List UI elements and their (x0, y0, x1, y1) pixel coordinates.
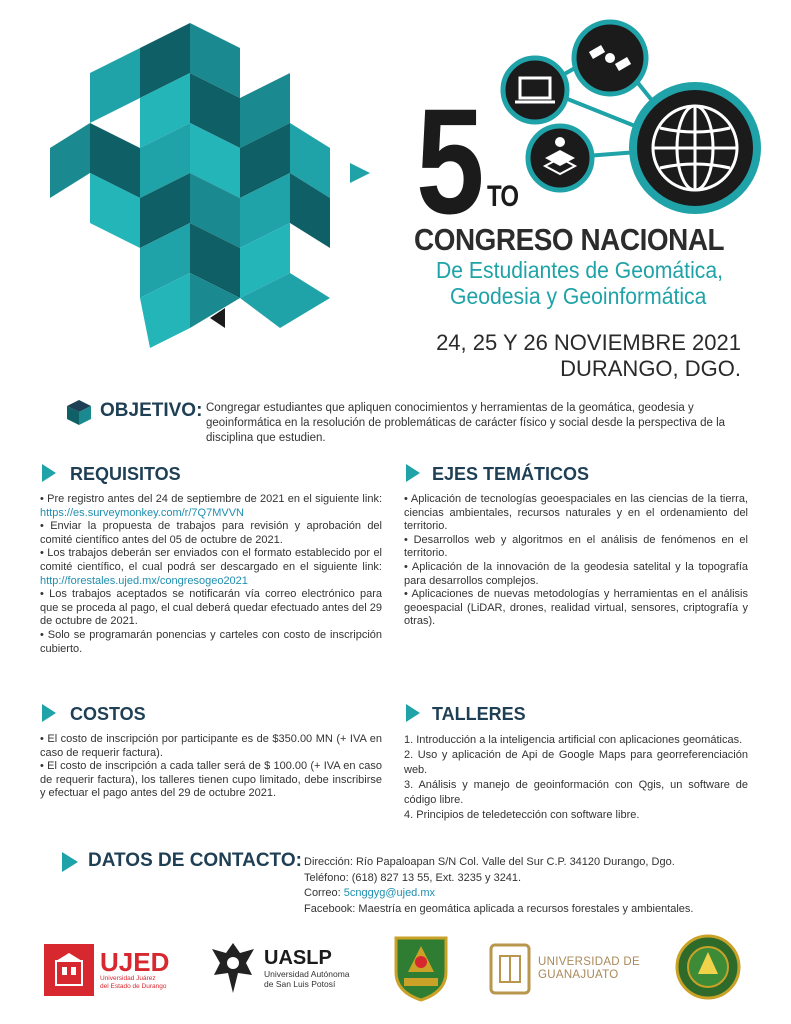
uaslp-logo: UASLP Universidad Autónoma de San Luis Potosí (208, 938, 350, 998)
contacto-title: DATOS DE CONTACTO: (88, 850, 302, 871)
network-icons-art (490, 18, 790, 218)
edition-ordinal: TO (487, 180, 519, 213)
list-item: • Los trabajos deberán ser enviados con el formato establecido por el comité científico, el cual podrá ser descargado en el siguiente link: http://forestales.ujed.mx/congresogeo2021 (40, 547, 382, 587)
ugto-seal-icon (488, 942, 532, 996)
green-round-seal-logo (672, 934, 744, 1000)
format-download-link[interactable]: http://forestales.ujed.mx/congresogeo2021 (40, 574, 248, 587)
contact-facebook: Facebook: Maestría en geomática aplicada a recursos forestales y ambientales. (304, 902, 694, 915)
list-item: • El costo de inscripción a cada taller será de $ 100.00 (+ IVA en caso de requerir factura), los talleres tienen cupo limitado, debe inscribirse y efectuar el pago antes del 29 de octubre 2021. (40, 760, 382, 800)
contact-phone: Teléfono: (618) 827 13 55, Ext. 3235 y 3241. (304, 871, 522, 884)
congress-title: CONGRESO NACIONAL (414, 222, 725, 257)
list-item: • Desarrollos web y algoritmos en el análisis de fenómenos en el territorio. (404, 533, 748, 560)
congress-subtitle-2: Geodesia y Geoinformática (450, 283, 707, 309)
contact-email-row: Correo: 5cnggyg@ujed.mx (304, 887, 436, 899)
list-item: • Enviar la propuesta de trabajos para revisión y aprobación del comité científico antes del 05 de octubre de 2021. (40, 520, 382, 546)
talleres-list (404, 733, 748, 823)
contact-email-link[interactable]: 5cnggyg@ujed.mx (343, 887, 436, 899)
requisitos-list (40, 493, 382, 656)
edition-number: 5 (416, 77, 480, 245)
costos-title: COSTOS (70, 704, 146, 724)
ugto-logo: UNIVERSIDAD DE GUANAJUATO (488, 940, 640, 998)
talleres-title: TALLERES (432, 704, 526, 724)
map-layers-icon (528, 126, 592, 190)
objective-text: Congregar estudiantes que apliquen conocimientos y herramientas de la geomática, geodesia y geoinformática en la resolución de problemáticas de carácter físico y social desde la perspectiva de la disciplina que estudien. (206, 402, 726, 444)
costos-list (40, 733, 382, 801)
play-arrow-icon (62, 852, 78, 872)
event-place: DURANGO, DGO. (560, 356, 741, 381)
event-dates: 24, 25 Y 26 NOVIEMBRE 2021 (436, 330, 741, 355)
ejes-title: EJES TEMÁTICOS (432, 464, 590, 484)
list-item: • Aplicaciones de nuevas metodologías y herramientas en el análisis geoespacial (LiDAR, drones, realidad virtual, sensores, criptografía y otras). (404, 588, 748, 628)
list-item: • Pre registro antes del 24 de septiembre de 2021 en el siguiente link: https://es.surveymonkey.com/r/7Q7MVVN (40, 493, 382, 519)
uaslp-eagle-icon (208, 939, 258, 997)
list-item: • El costo de inscripción por participante es de $350.00 MN (+ IVA en caso de requerir factura). (40, 733, 382, 759)
list-item: • Los trabajos aceptados se notificarán vía correo electrónico para que se proceda al pago, el cual deberá quedar efectuado antes del 29 de octubre de 2021. (40, 588, 382, 628)
satellite-icon (574, 22, 646, 94)
globe-icon (633, 86, 757, 210)
ujed-emblem (44, 944, 94, 996)
list-item: • Aplicación de tecnologías geoespaciales en las ciencias de la tierra, ciencias ambientales, recursos naturales y en el ordenamiento del territorio. (404, 493, 748, 533)
uaslp-name: UASLP (264, 947, 332, 969)
list-item: 3. Análisis y manejo de geoinformación con Qgis, un software de código libre. (404, 779, 748, 806)
ujed-name: UJED (100, 947, 170, 977)
play-arrow-icon (406, 704, 420, 722)
surveymonkey-link[interactable]: https://es.surveymonkey.com/r/7Q7MVVN (40, 506, 244, 519)
ejes-list (404, 493, 748, 629)
university-shield-logo (390, 932, 452, 1002)
laptop-icon (503, 58, 567, 122)
play-arrow-icon (406, 464, 420, 482)
contacto-details (304, 855, 744, 917)
list-item: • Aplicación de la innovación de la geodesia satelital y la topografía para desarrollos complejos. (404, 560, 748, 587)
contact-address: Dirección: Río Papaloapan S/N Col. Valle del Sur C.P. 34120 Durango, Dgo. (304, 856, 675, 868)
geometric-cubes-art (30, 18, 380, 358)
ujed-logo: UJED Universidad Juárez del Estado de Durango (44, 942, 169, 998)
congress-subtitle-1: De Estudiantes de Geomática, (436, 257, 723, 283)
list-item: • Solo se programarán ponencias y carteles con costo de inscripción cubierto. (40, 628, 382, 655)
list-item: 2. Uso y aplicación de Api de Google Maps para georreferenciación web. (404, 749, 748, 776)
play-arrow-icon (42, 464, 56, 482)
play-arrow-icon (42, 704, 56, 722)
list-item: 4. Principios de teledetección con software libre. (404, 809, 640, 821)
cube-icon (65, 398, 93, 426)
requisitos-title: REQUISITOS (70, 464, 181, 484)
list-item: 1. Introducción a la inteligencia artificial con aplicaciones geomáticas. (404, 734, 743, 746)
objective-title: OBJETIVO: (100, 400, 203, 421)
